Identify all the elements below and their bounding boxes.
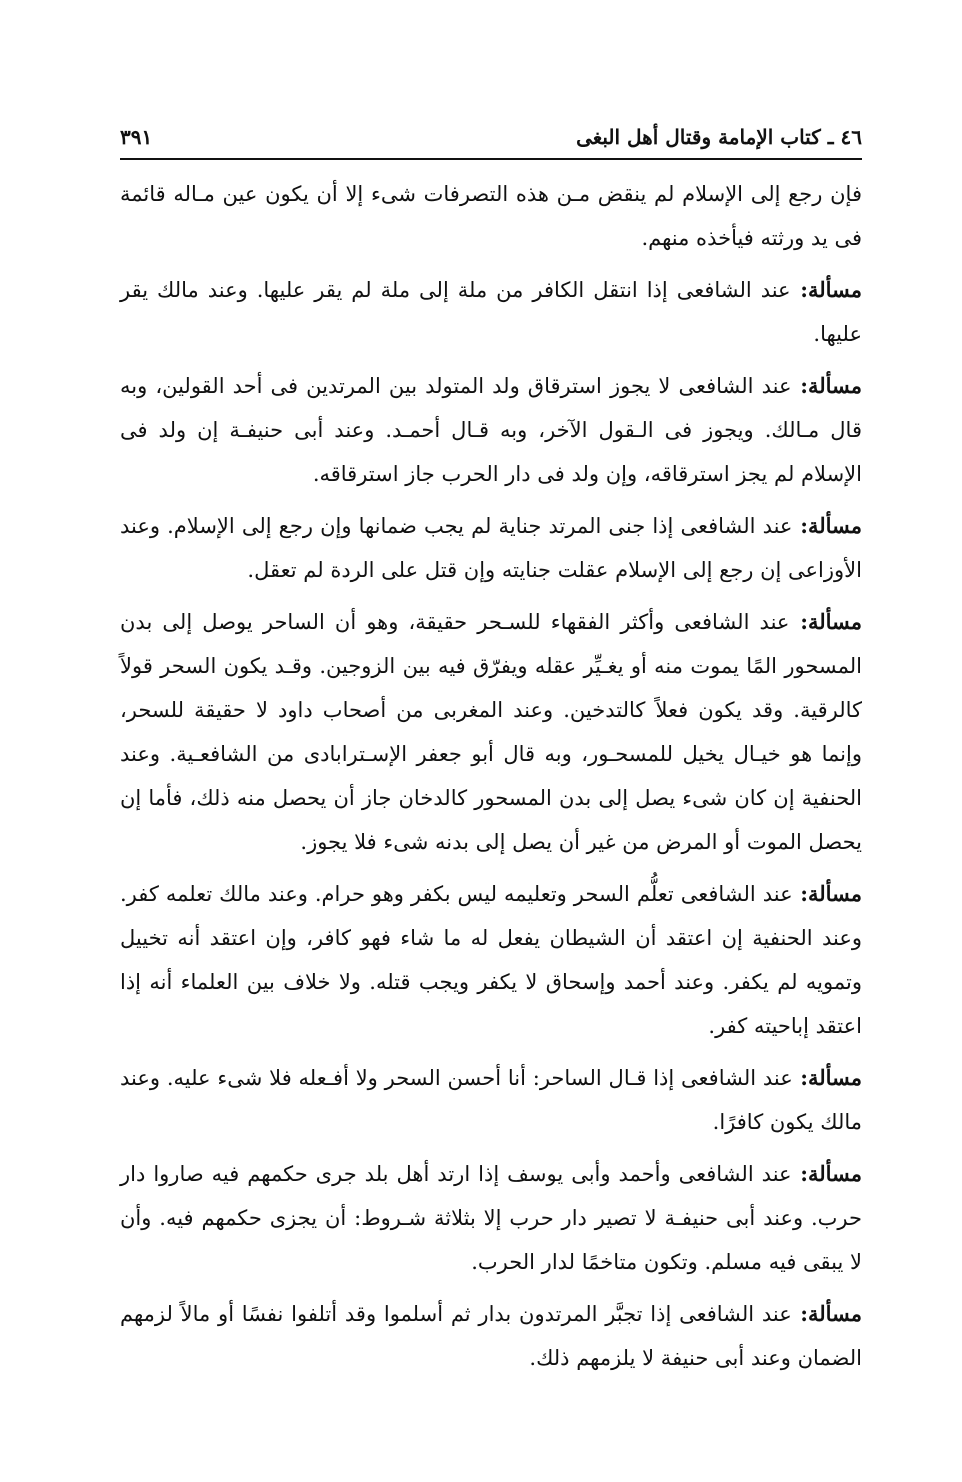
paragraph xyxy=(120,504,862,592)
paragraph xyxy=(120,1056,862,1144)
issue-label: مسألة: xyxy=(800,609,863,634)
running-header xyxy=(120,120,862,154)
paragraph xyxy=(120,268,862,356)
paragraph xyxy=(120,872,862,1048)
paragraph xyxy=(120,364,862,496)
paragraph-text: عند الشافعى إذا جنى المرتد جناية لم يجب ضمانها وإن رجع إلى الإسلام. وعند الأوزاعى إن رجع إلى الإسلام عقلت جنايته وإن قتل على الردة لم تعقل. xyxy=(120,514,862,582)
issue-label: مسألة: xyxy=(800,373,862,398)
page-number: ٣٩١ xyxy=(120,125,153,149)
paragraph-text: عند الشافعى لا يجوز استرقاق ولد المتولد بين المرتدين فى أحد القولين، وبه قال مـالك. ويجوز فى الـقول الآخر، وبه قـال أحمـد. وعند أبى حنيفـة إن ولد فى الإسلام لم يجز استرقاقه، وإن ولد فى دار الحرب جاز استرقاقه. xyxy=(120,374,862,486)
paragraph-text: عند الشافعى إذا تجبَّر المرتدون بدار ثم أسلموا وقد أتلفوا نفسًا أو مالاً لزمهم الضمان وعند أبى حنيفة لا يلزمهم ذلك. xyxy=(120,1302,862,1370)
paragraph-text: عند الشافعى وأكثر الفقهاء للسـحر حقيقة، وهو أن الساحر يوصل إلى بدن المسحور المًا يموت منه أو يغـيِّر عقله ويفرّق فيه بين الزوجين. وقـد يكون السحر قولاً كالرقية. وقد يكون فعلاً كالتدخين. وعند المغربى من أصحاب داود لا حقيقة للسحر، وإنما هو خيـال يخيل للمسحـور، وبه قال أبو جعفر الإسـترابادى من الشافعـية. وعند الحنفية إن كان شىء يصل إلى بدن المسحور كالدخان جاز أن يحصل منه ذلك، فأما إن يحصل الموت أو المرض من غير أن يصل إلى بدنه شىء فلا يجوز. xyxy=(120,610,862,854)
issue-label: مسألة: xyxy=(800,881,863,906)
paragraph-text: عند الشافعى تعلُّم السحر وتعليمه ليس بكفر وهو حرام. وعند مالك تعلمه كفر. وعند الحنفية إن اعتقد أن الشيطان يفعل له ما شاء فهو كافر، وإن اعتقد أنه تخييل وتمويه لم يكفر. وعند أحمد وإسحاق لا يكفر ويجب قتله. ولا خلاف بين العلماء أنه إذا اعتقد إباحيته كفر. xyxy=(120,882,862,1038)
paragraph-text: عند الشافعى وأحمد وأبى يوسف إذا ارتد أهل بلد جرى حكمهم فيه صاروا دار حرب. وعند أبى حنيفـة لا تصير دار حرب إلا بثلاثة شـروط: أن يجزى حكمهم فيه. وأن لا يبقى فيه مسلم. وتكون متاخمًا لدار الحرب. xyxy=(120,1162,862,1274)
page-body xyxy=(120,172,862,1388)
issue-label: مسألة: xyxy=(800,277,862,302)
issue-label: مسألة: xyxy=(800,1301,863,1326)
header-rule xyxy=(120,158,862,160)
paragraph-text: فإن رجع إلى الإسلام لم ينقض مـن هذه التصرفات شىء إلا أن يكون عين مـاله قائمة فى يد ورثته فيأخذه منهم. xyxy=(120,182,862,250)
paragraph xyxy=(120,1292,862,1380)
issue-label: مسألة: xyxy=(800,1161,862,1186)
paragraph xyxy=(120,1152,862,1284)
paragraph xyxy=(120,600,862,864)
paragraph-text: عند الشافعى إذا انتقل الكافر من ملة إلى ملة لم يقر عليها. وعند مالك يقر عليها. xyxy=(120,278,862,346)
issue-label: مسألة: xyxy=(800,513,862,538)
chapter-title: ٤٦ ـ كتاب الإمامة وقتال أهل البغى xyxy=(576,125,862,149)
paragraph xyxy=(120,172,862,260)
issue-label: مسألة: xyxy=(800,1065,862,1090)
paragraph-text: عند الشافعى إذا قـال الساحر: أنا أحسن السحر ولا أفـعله فلا شىء عليه. وعند مالك يكون كافرًا. xyxy=(120,1066,862,1134)
